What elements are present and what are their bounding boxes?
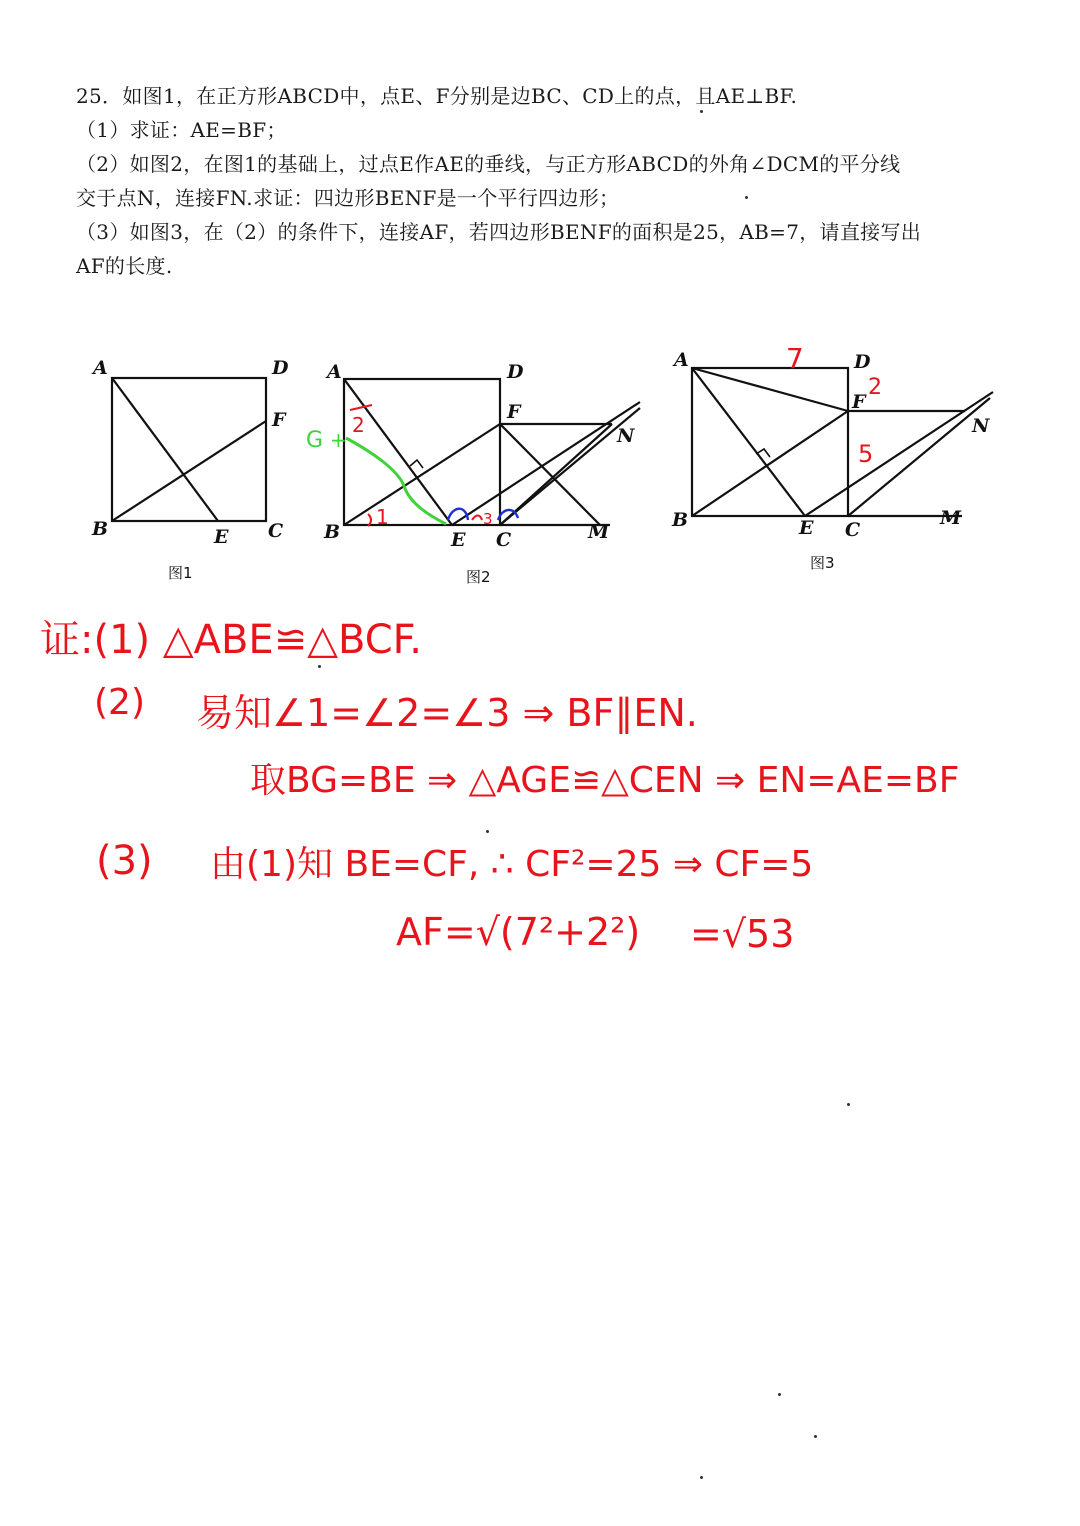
fig1-label-d: D [272, 357, 289, 379]
solution-line-5-result: =√53 [690, 912, 795, 956]
scan-dot [745, 196, 748, 199]
fig3-line-af [692, 368, 848, 411]
fig3-label-b: B [672, 509, 689, 531]
fig2-blue-angle-e [448, 509, 468, 520]
fig2-line-cn [500, 424, 612, 525]
scan-dot [700, 110, 703, 113]
scan-dot [318, 665, 321, 668]
scan-dot [847, 1103, 850, 1106]
problem-line-3: （2）如图2，在图1的基础上，过点E作AE的垂线，与正方形ABCD的外角∠DCM的平分线 [76, 152, 901, 176]
fig3-length-ad: 7 [786, 342, 804, 375]
fig3-label-a: A [674, 349, 689, 371]
fig2-label-g: G [306, 428, 324, 453]
fig2-caption: 图2 [466, 568, 491, 586]
fig2-angle3-label: 3 [483, 510, 493, 528]
solution-part3-marker: (3) [96, 838, 153, 884]
fig2-angle1-label: 1 [376, 505, 389, 529]
scan-dot [814, 1435, 817, 1438]
problem-line-5: （3）如图3，在（2）的条件下，连接AF，若四边形BENF的面积是25，AB=7，请直接写出 [76, 220, 922, 244]
solution-line-3: 取BG=BE ⇒ △AGE≌△CEN ⇒ EN=AE=BF [250, 760, 960, 801]
fig3-label-f: F [852, 391, 866, 413]
fig2-label-d: D [507, 361, 524, 383]
solution-line-4: 由(1)知 BE=CF, ∴ CF²=25 ⇒ CF=5 [210, 844, 814, 885]
fig2-g-plus: + [330, 428, 347, 452]
fig2-line-en [452, 402, 640, 525]
fig2-angle2-arc [350, 405, 372, 410]
problem-line-1: 25．如图1，在正方形ABCD中，点E、F分别是边BC、CD上的点，且AE⊥BF. [76, 84, 798, 108]
fig2-label-n: N [617, 425, 635, 447]
fig3-label-n: N [972, 415, 990, 437]
fig3-caption: 图3 [810, 554, 835, 572]
fig2-line-ae [344, 379, 452, 525]
fig1-label-b: B [92, 518, 109, 540]
fig2-right-angle-mark [410, 460, 423, 468]
scan-dot [486, 830, 489, 833]
fig2-label-b: B [324, 521, 341, 543]
fig1-caption: 图1 [168, 564, 193, 582]
solution-line-5-root: AF=√(7²+2²) [396, 910, 641, 954]
figure-1 [0, 0, 1080, 604]
fig2-label-c: C [496, 529, 512, 551]
fig2-label-m: M [588, 521, 610, 543]
scan-dot [700, 1476, 703, 1479]
fig3-label-c: C [845, 519, 861, 541]
fig3-label-m: M [940, 507, 962, 529]
fig2-angle2-label: 2 [352, 413, 365, 437]
fig2-angle3-arc [472, 516, 482, 521]
fig3-length-fc: 5 [858, 440, 874, 468]
fig2-label-a: A [327, 361, 342, 383]
problem-line-6: AF的长度. [76, 254, 173, 278]
fig1-label-c: C [268, 520, 284, 542]
fig2-angle1-arc [368, 514, 371, 526]
fig1-label-e: E [214, 526, 229, 548]
problem-line-4: 交于点N，连接FN.求证：四边形BENF是一个平行四边形； [76, 186, 620, 210]
fig1-line-ae [112, 378, 218, 521]
fig3-line-bf [692, 411, 848, 516]
fig1-label-a: A [93, 357, 108, 379]
fig3-label-e: E [799, 517, 814, 539]
fig1-line-bf [112, 421, 266, 521]
figure-1-diagram [0, 0, 1080, 600]
fig2-label-e: E [451, 529, 466, 551]
solution-part2-marker: (2) [94, 682, 145, 723]
fig1-square [112, 378, 266, 521]
problem-line-2: （1）求证：AE=BF； [76, 118, 287, 142]
solution-line-2: 易知∠1=∠2=∠3 ⇒ BF∥EN. [196, 691, 698, 735]
fig1-label-f: F [272, 409, 286, 431]
fig3-length-df: 2 [868, 375, 882, 400]
fig3-line-ae [692, 368, 805, 516]
fig3-label-d: D [854, 351, 871, 373]
fig2-label-f: F [507, 401, 521, 423]
scan-dot [778, 1393, 781, 1396]
solution-line-1: 证:(1) △ABE≌△BCF. [40, 617, 422, 663]
